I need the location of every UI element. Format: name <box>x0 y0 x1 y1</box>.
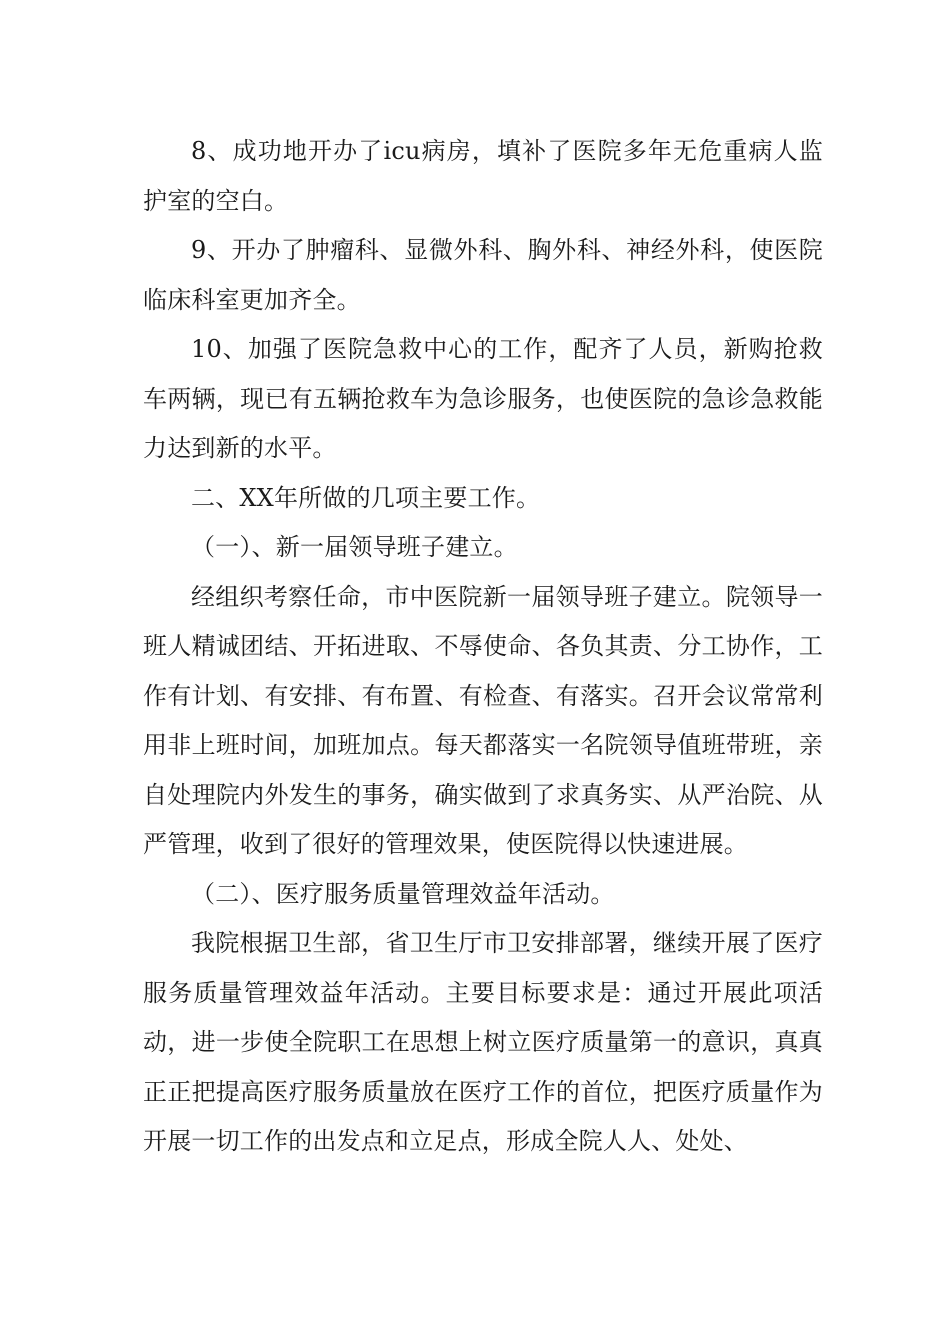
subsection-heading-1: （一）、新一届领导班子建立。 <box>191 533 518 561</box>
paragraph-leadership: 经组织考察任命，市中医院新一届领导班子建立。院领导一班人精诚团结、开拓进取、不辱使命、各负其责、分工协作，工作有计划、有安排、有布置、有检查、有落实。召开会议常常利用非上班时间，加班加点。每天都落实一名院领导值班带班，亲自处理院内外发生的事务，确实做到了求真务实、从严治院、从严管理，收到了很好的管理效果，使医院得以快速进展。 <box>143 582 823 858</box>
paragraph-item-9: 9、开办了肿瘤科、显微外科、胸外科、神经外科，使医院临床科室更加齐全。 <box>143 236 823 314</box>
subsection-heading-2: （二）、医疗服务质量管理效益年活动。 <box>191 879 615 908</box>
paragraph-item-8: 8、成功地开办了icu病房，填补了医院多年无危重病人监护室的空白。 <box>143 137 823 215</box>
paragraph-item-10: 10、加强了医院急救中心的工作，配齐了人员，新购抢救车两辆，现已有五辆抢救车为急诊服务，也使医院的急诊急救能力达到新的水平。 <box>143 335 823 462</box>
section-heading-2: 二、XX年所做的几项主要工作。 <box>191 483 541 512</box>
paragraph-quality-activity: 我院根据卫生部，省卫生厅市卫安排部署，继续开展了医疗服务质量管理效益年活动。主要目标要求是：通过开展此项活动，进一步使全院职工在思想上树立医疗质量第一的意识，真真正正把提高医疗服务质量放在医疗工作的首位，把医疗质量作为开展一切工作的出发点和立足点，形成全院人人、处处、 <box>143 929 823 1155</box>
document-body <box>143 127 823 1167</box>
